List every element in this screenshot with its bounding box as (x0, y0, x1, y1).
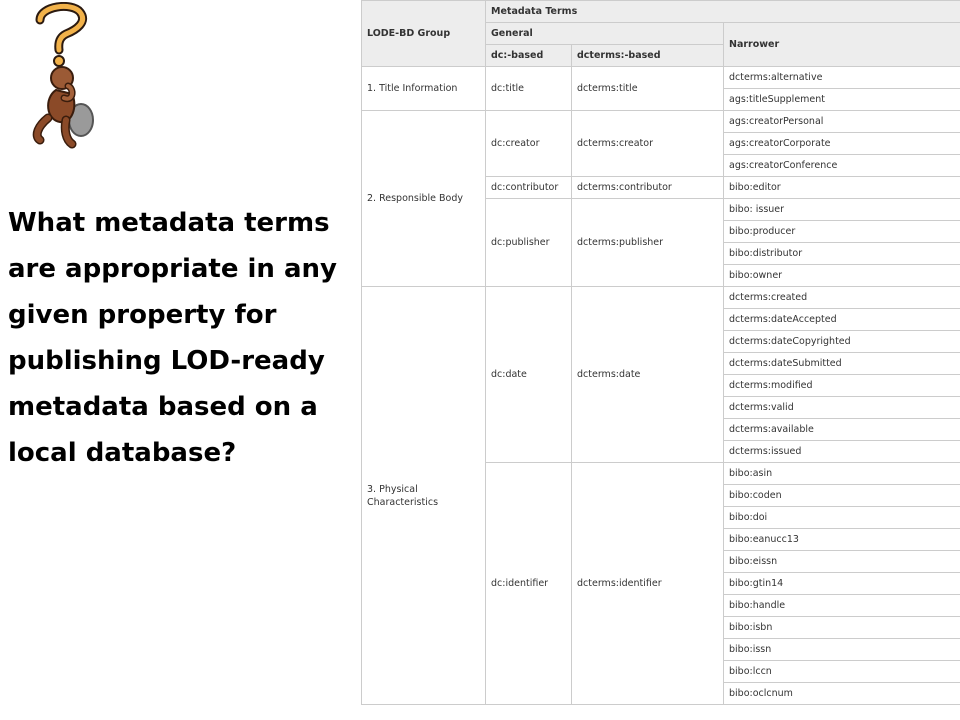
lode-bd-group-cell: 3. Physical Characteristics (362, 287, 486, 705)
dc-term-cell: dc:date (486, 287, 572, 463)
narrower-term-cell: bibo:owner (724, 265, 960, 287)
dc-term-cell: dc:identifier (486, 463, 572, 705)
header-dcterms-based: dcterms:-based (572, 45, 724, 67)
narrower-term-cell: dcterms:issued (724, 441, 960, 463)
metadata-terms-table-body (362, 1, 960, 705)
narrower-term-cell: bibo:lccn (724, 661, 960, 683)
narrower-term-cell: bibo:eanucc13 (724, 529, 960, 551)
dc-term-cell: dc:publisher (486, 199, 572, 287)
narrower-term-cell: dcterms:available (724, 419, 960, 441)
narrower-term-cell: bibo:editor (724, 177, 960, 199)
thinking-person-icon (26, 2, 116, 152)
narrower-term-cell: ags:titleSupplement (724, 89, 960, 111)
narrower-term-cell: bibo:coden (724, 485, 960, 507)
header-dc-based: dc:-based (486, 45, 572, 67)
narrower-term-cell: dcterms:valid (724, 397, 960, 419)
narrower-term-cell: dcterms:dateCopyrighted (724, 331, 960, 353)
header-lode-bd-group: LODE-BD Group (362, 1, 486, 67)
narrower-term-cell: bibo:asin (724, 463, 960, 485)
header-row (362, 1, 960, 23)
narrower-term-cell: bibo:isbn (724, 617, 960, 639)
narrower-term-cell: bibo:producer (724, 221, 960, 243)
narrower-term-cell: bibo:gtin14 (724, 573, 960, 595)
lode-bd-group-cell: 2. Responsible Body (362, 111, 486, 287)
narrower-term-cell: ags:creatorConference (724, 155, 960, 177)
metadata-terms-table (361, 0, 960, 705)
narrower-term-cell: dcterms:dateSubmitted (724, 353, 960, 375)
header-narrower: Narrower (724, 23, 960, 67)
dcterms-term-cell: dcterms:date (572, 287, 724, 463)
table-row (362, 67, 960, 89)
dcterms-term-cell: dcterms:publisher (572, 199, 724, 287)
dc-term-cell: dc:title (486, 67, 572, 111)
narrower-term-cell: ags:creatorCorporate (724, 133, 960, 155)
metadata-terms-table-panel (361, 0, 960, 720)
table-row (362, 287, 960, 309)
narrower-term-cell: bibo:doi (724, 507, 960, 529)
header-metadata-terms: Metadata Terms (486, 1, 960, 23)
lode-bd-group-cell: 1. Title Information (362, 67, 486, 111)
dcterms-term-cell: dcterms:identifier (572, 463, 724, 705)
narrower-term-cell: dcterms:created (724, 287, 960, 309)
narrower-term-cell: bibo:issn (724, 639, 960, 661)
question-mark-figure-icon (26, 2, 116, 152)
narrower-term-cell: bibo:distributor (724, 243, 960, 265)
narrower-term-cell: bibo:oclcnum (724, 683, 960, 705)
dcterms-term-cell: dcterms:title (572, 67, 724, 111)
question-text: What metadata terms are appropriate in any given property for publishing LOD-ready metadata based on a local database? (8, 208, 337, 468)
dcterms-term-cell: dcterms:contributor (572, 177, 724, 199)
table-row (362, 111, 960, 133)
narrower-term-cell: bibo:handle (724, 595, 960, 617)
dc-term-cell: dc:creator (486, 111, 572, 177)
narrower-term-cell: dcterms:alternative (724, 67, 960, 89)
header-general: General (486, 23, 724, 45)
dcterms-term-cell: dcterms:creator (572, 111, 724, 177)
narrower-term-cell: bibo: issuer (724, 199, 960, 221)
narrower-term-cell: dcterms:modified (724, 375, 960, 397)
narrower-term-cell: bibo:eissn (724, 551, 960, 573)
narrower-term-cell: dcterms:dateAccepted (724, 309, 960, 331)
dc-term-cell: dc:contributor (486, 177, 572, 199)
narrower-term-cell: ags:creatorPersonal (724, 111, 960, 133)
